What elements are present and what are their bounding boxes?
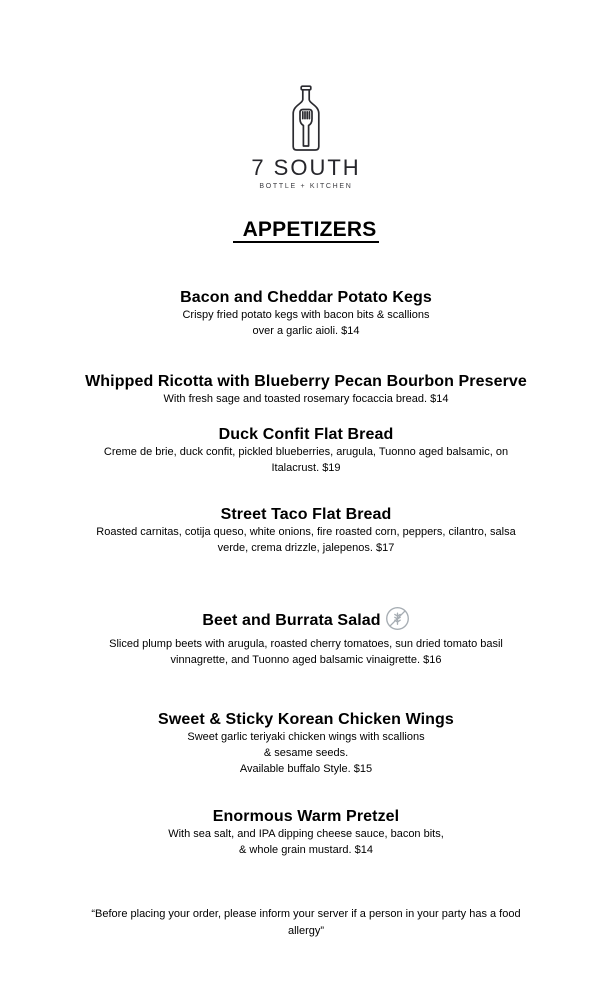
section-title: APPETIZERS bbox=[233, 218, 380, 243]
menu-item-name bbox=[63, 606, 549, 636]
section-title-wrap bbox=[0, 218, 612, 243]
description-line: Sweet garlic teriyaki chicken wings with scallions bbox=[187, 731, 425, 743]
description-line: & whole grain mustard. $14 bbox=[239, 844, 373, 856]
menu-item bbox=[63, 289, 549, 339]
gluten-free-icon bbox=[385, 606, 410, 636]
menu-item bbox=[63, 506, 549, 556]
description-line: Creme de brie, duck confit, pickled blueberries, arugula, Tuonno aged balsamic, on bbox=[103, 446, 509, 458]
allergy-notice bbox=[71, 906, 541, 940]
allergy-notice-line: “Before placing your order, please inform your server if a person in your party has a food bbox=[91, 908, 521, 920]
menu-item-description bbox=[63, 307, 549, 339]
menu-item-description bbox=[63, 391, 549, 407]
description-line: over a garlic aioli. $14 bbox=[252, 325, 360, 337]
description-line: Roasted carnitas, cotija queso, white onions, fire roasted corn, peppers, cilantro, salsa bbox=[96, 526, 516, 538]
brand-header bbox=[0, 85, 612, 191]
menu-item-name: Sweet & Sticky Korean Chicken Wings bbox=[158, 711, 454, 728]
menu-item-description bbox=[63, 729, 549, 777]
brand-name: 7 SOUTH bbox=[251, 155, 361, 180]
menu-item bbox=[63, 711, 549, 777]
description-line: vinnagrette, and Tuonno aged balsamic vinaigrette. $16 bbox=[170, 654, 442, 666]
description-line: Crispy fried potato kegs with bacon bits & scallions bbox=[182, 309, 430, 321]
description-line: Italacrust. $19 bbox=[271, 462, 341, 474]
menu-item bbox=[63, 606, 549, 668]
menu-item-name: Bacon and Cheddar Potato Kegs bbox=[180, 289, 432, 306]
description-line: verde, crema drizzle, jalepenos. $17 bbox=[217, 542, 395, 554]
menu-item-name-text: Beet and Burrata Salad bbox=[202, 612, 381, 629]
description-line: & sesame seeds. bbox=[263, 747, 349, 759]
description-line: Sliced plump beets with arugula, roasted cherry tomatoes, sun dried tomato basil bbox=[109, 638, 503, 650]
bottle-fork-logo-icon bbox=[0, 85, 612, 155]
description-line: With fresh sage and toasted rosemary focaccia bread. $14 bbox=[163, 393, 449, 405]
menu-item-description bbox=[63, 444, 549, 476]
menu-item-description bbox=[63, 524, 549, 556]
brand-tagline: BOTTLE + KITCHEN bbox=[259, 183, 353, 190]
description-line: With sea salt, and IPA dipping cheese sauce, bacon bits, bbox=[168, 828, 444, 840]
allergy-notice-line: allergy” bbox=[287, 925, 325, 937]
menu-item bbox=[63, 373, 549, 407]
menu-item-name: Duck Confit Flat Bread bbox=[218, 426, 394, 443]
menu-item bbox=[63, 808, 549, 858]
menu-item bbox=[63, 426, 549, 476]
menu-item-description bbox=[63, 826, 549, 858]
menu-item-name: Whipped Ricotta with Blueberry Pecan Bourbon Preserve bbox=[85, 373, 527, 390]
menu-item-description bbox=[63, 636, 549, 668]
menu-item-name: Enormous Warm Pretzel bbox=[212, 808, 400, 825]
menu-item-name: Street Taco Flat Bread bbox=[220, 506, 392, 523]
description-line: Available buffalo Style. $15 bbox=[239, 763, 373, 775]
